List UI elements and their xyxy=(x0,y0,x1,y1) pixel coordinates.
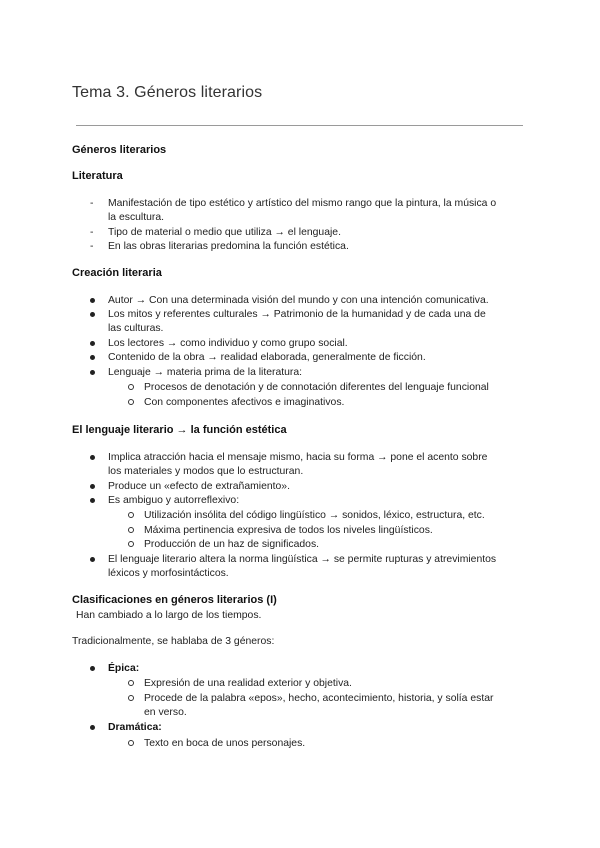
bullet-dot xyxy=(90,498,95,503)
bullet-dot xyxy=(90,455,95,460)
bullet-dot xyxy=(90,484,95,489)
list-item: Los mitos y referentes culturales → Patrimonio de la humanidad y de cada una de xyxy=(108,309,486,320)
bullet-dot xyxy=(90,557,95,562)
dash-marker: - xyxy=(90,227,94,238)
sub-bullet-circle xyxy=(128,740,134,746)
list-item: Tipo de material o medio que utiliza → el lenguaje. xyxy=(108,227,341,238)
heading-clasificaciones: Clasificaciones en géneros literarios (I) xyxy=(72,594,277,606)
paragraph-intro: Han cambiado a lo largo de los tiempos. xyxy=(76,610,262,621)
sub-bullet-circle xyxy=(128,680,134,686)
list-item: Autor → Con una determinada visión del mundo y con una intención comunicativa. xyxy=(108,295,489,306)
sub-bullet-circle xyxy=(128,399,134,405)
list-item: Es ambiguo y autorreflexivo: xyxy=(108,495,240,506)
list-item-cont: los materiales y modos que lo estructuran. xyxy=(108,466,304,477)
list-item: Produce un «efecto de extrañamiento». xyxy=(108,481,290,492)
sub-list-item: Máxima pertinencia expresiva de todos los niveles lingüísticos. xyxy=(144,525,433,536)
bullet-dot xyxy=(90,298,95,303)
sub-list-item: Con componentes afectivos e imaginativos. xyxy=(144,397,345,408)
list-item: Manifestación de tipo estético y artístico del mismo rango que la pintura, la música o xyxy=(108,198,497,209)
sub-list-item: Producción de un haz de significados. xyxy=(144,539,320,550)
sub-list-item: Utilización insólita del código lingüístico → sonidos, léxico, estructura, etc. xyxy=(144,510,485,521)
sub-bullet-circle xyxy=(128,384,134,390)
paragraph-tradicional: Tradicionalmente, se hablaba de 3 géneros: xyxy=(72,636,275,647)
sub-list-item: Procesos de denotación y de connotación diferentes del lenguaje funcional xyxy=(144,382,489,393)
sub-bullet-circle xyxy=(128,541,134,547)
bullet-dot xyxy=(90,666,95,671)
list-item: Contenido de la obra → realidad elaborada, generalmente de ficción. xyxy=(108,352,426,363)
dash-marker: - xyxy=(90,198,94,209)
list-item: Implica atracción hacia el mensaje mismo, hacia su forma → pone el acento sobre xyxy=(108,452,488,463)
bullet-dot xyxy=(90,355,95,360)
sub-bullet-circle xyxy=(128,527,134,533)
bullet-dot xyxy=(90,312,95,317)
heading-generos: Géneros literarios xyxy=(72,144,167,156)
sub-bullet-circle xyxy=(128,695,134,701)
list-item-cont: léxicos y morfosintácticos. xyxy=(108,568,229,579)
list-item: Lenguaje → materia prima de la literatura: xyxy=(108,367,303,378)
genre-epica-label: Épica: xyxy=(108,663,140,674)
dash-marker: - xyxy=(90,241,94,252)
bullet-dot xyxy=(90,370,95,375)
sub-list-item-cont: en verso. xyxy=(144,707,187,718)
list-item-cont: las culturas. xyxy=(108,323,164,334)
genre-dramatica-label: Dramática: xyxy=(108,722,162,733)
list-item-cont: la escultura. xyxy=(108,212,165,223)
title-divider xyxy=(76,125,523,126)
sub-bullet-circle xyxy=(128,512,134,518)
list-item: En las obras literarias predomina la función estética. xyxy=(108,241,349,252)
bullet-dot xyxy=(90,725,95,730)
heading-creacion: Creación literaria xyxy=(72,267,162,279)
heading-lenguaje: El lenguaje literario → la función estética xyxy=(72,424,287,436)
doc-title: Tema 3. Géneros literarios xyxy=(72,84,263,101)
list-item: El lenguaje literario altera la norma lingüística → se permite rupturas y atrevimientos xyxy=(108,554,497,565)
sub-list-item: Expresión de una realidad exterior y objetiva. xyxy=(144,678,352,689)
bullet-dot xyxy=(90,341,95,346)
sub-list-item: Texto en boca de unos personajes. xyxy=(144,738,306,749)
sub-list-item: Procede de la palabra «epos», hecho, acontecimiento, historia, y solía estar xyxy=(144,693,494,704)
list-item: Los lectores → como individuo y como grupo social. xyxy=(108,338,348,349)
heading-literatura: Literatura xyxy=(72,170,123,182)
